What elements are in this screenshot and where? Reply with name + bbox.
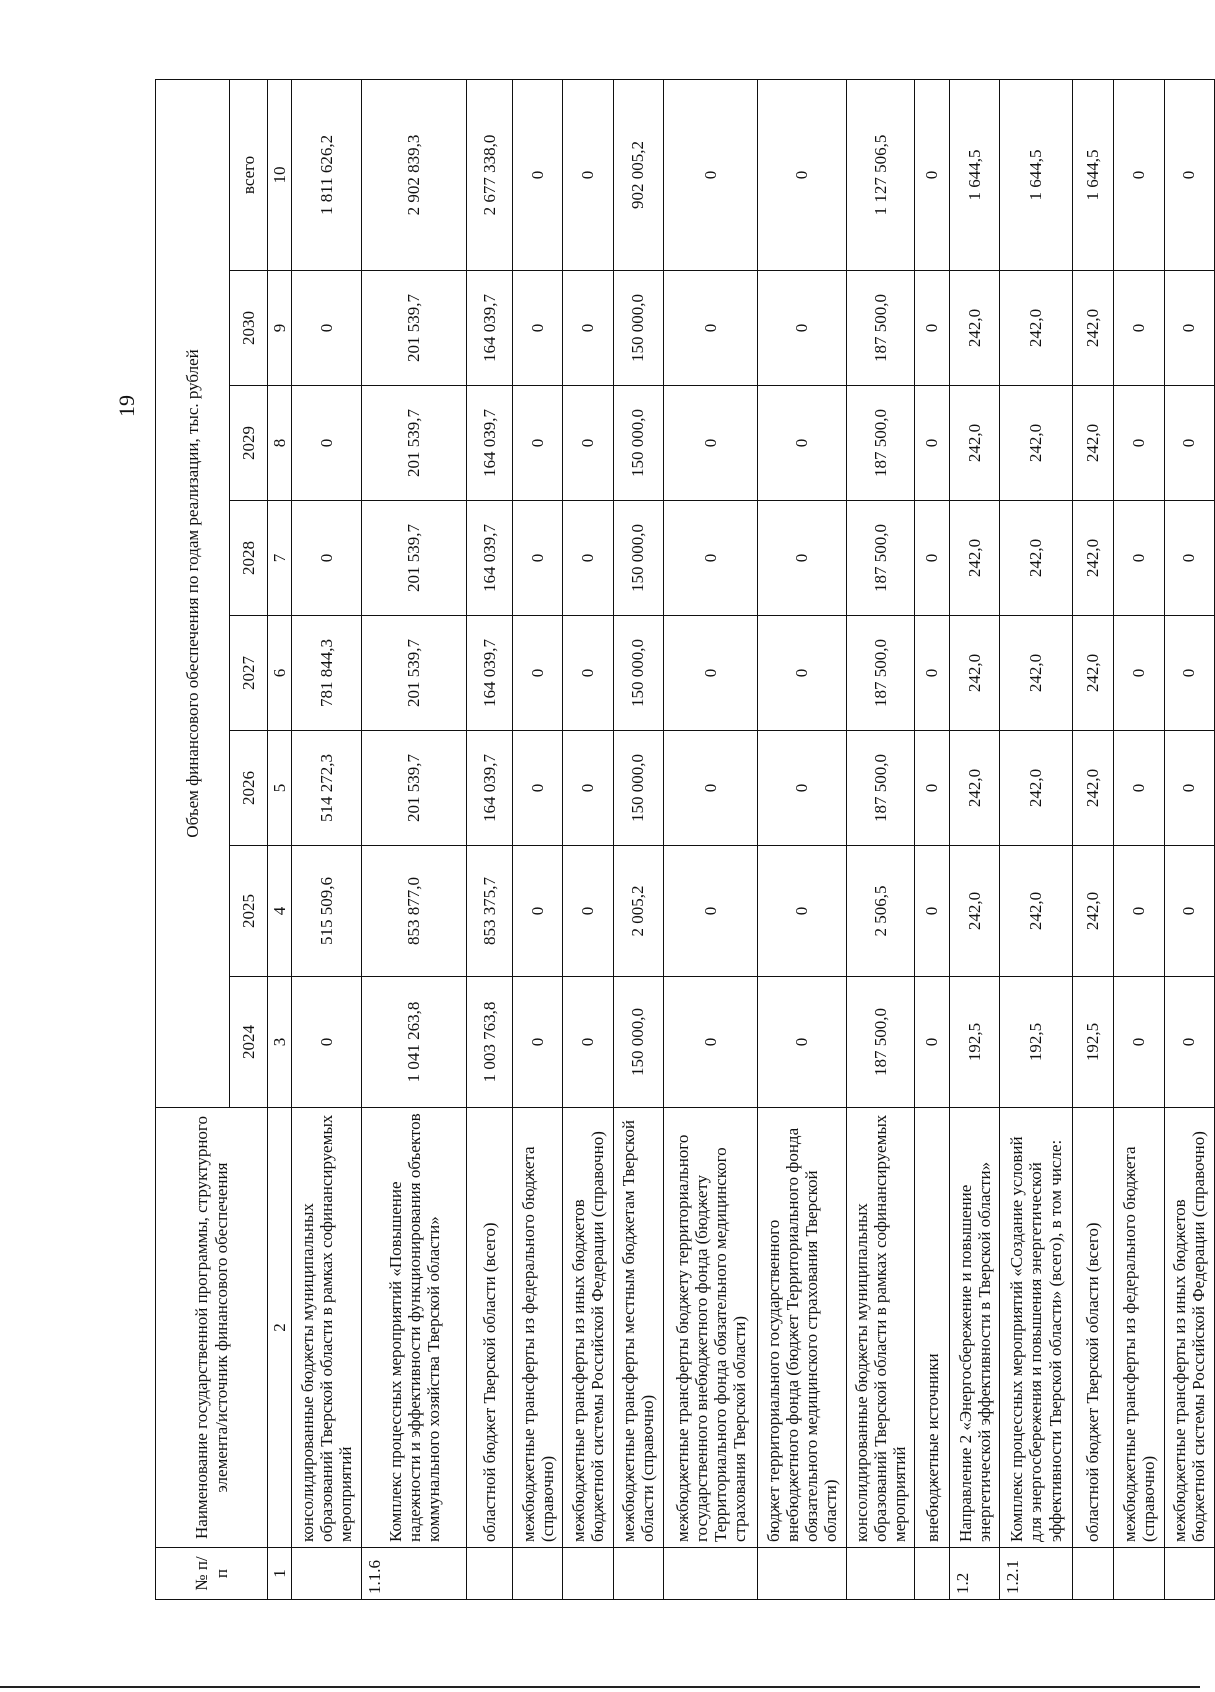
row-value: 0: [758, 977, 847, 1108]
row-name: областной бюджет Тверской области (всего): [467, 1108, 513, 1548]
row-value: 515 509,6: [292, 846, 362, 977]
table-row: [292, 79, 362, 1599]
row-number: [915, 1548, 950, 1600]
row-value: 164 039,7: [467, 271, 513, 386]
row-name: Направление 2 «Энергосбережение и повышение энергетической эффективности в Тверской области»: [950, 1108, 1000, 1548]
column-index: 8: [268, 386, 292, 501]
row-value: 0: [1164, 386, 1214, 501]
header-year: 2028: [230, 501, 268, 616]
header-num: № п/п: [156, 1548, 268, 1600]
row-value: 0: [292, 501, 362, 616]
row-value: 0: [1164, 616, 1214, 731]
row-value: 0: [1114, 271, 1164, 386]
row-value: 1 003 763,8: [467, 977, 513, 1108]
column-index: 2: [268, 1108, 292, 1548]
row-value: 0: [758, 386, 847, 501]
column-index: 5: [268, 731, 292, 846]
row-value: 0: [758, 846, 847, 977]
header-year: 2030: [230, 271, 268, 386]
row-value: 0: [758, 501, 847, 616]
row-value: 0: [664, 386, 758, 501]
column-index: 3: [268, 977, 292, 1108]
row-value: 0: [1164, 977, 1214, 1108]
row-value: 242,0: [1072, 271, 1114, 386]
table-row: [758, 79, 847, 1599]
header-name: Наименование государственной программы, структурного элемента/источник финансового обеспечения: [156, 1108, 268, 1548]
row-value: 0: [1164, 731, 1214, 846]
row-value: 0: [915, 616, 950, 731]
row-number: 1.1.6: [362, 1548, 467, 1600]
row-value: 0: [563, 731, 613, 846]
funding-table: [155, 79, 1215, 1600]
table-row: [1000, 79, 1072, 1599]
row-value: 0: [1114, 616, 1164, 731]
row-total: 2 902 839,3: [362, 79, 467, 270]
row-value: 242,0: [1000, 731, 1072, 846]
row-value: 2 506,5: [847, 846, 915, 977]
row-number: [563, 1548, 613, 1600]
row-value: 150 000,0: [613, 977, 663, 1108]
table-row: [847, 79, 915, 1599]
row-total: 1 811 626,2: [292, 79, 362, 270]
row-number: [847, 1548, 915, 1600]
row-name: Комплекс процессных мероприятий «Создание условий для энергосбережения и повышения энергетической эффективности Тверской области» (всего), в том числе:: [1000, 1108, 1072, 1548]
row-number: [1072, 1548, 1114, 1600]
row-total: 1 127 506,5: [847, 79, 915, 270]
row-value: 242,0: [950, 271, 1000, 386]
row-value: 192,5: [1000, 977, 1072, 1108]
row-value: 242,0: [950, 616, 1000, 731]
row-value: 150 000,0: [613, 501, 663, 616]
row-value: 187 500,0: [847, 271, 915, 386]
row-value: 0: [758, 616, 847, 731]
row-value: 0: [758, 731, 847, 846]
row-value: 1 041 263,8: [362, 977, 467, 1108]
row-value: 164 039,7: [467, 501, 513, 616]
table-row: [362, 79, 467, 1599]
table-row: [664, 79, 758, 1599]
row-value: 0: [513, 731, 563, 846]
row-value: 242,0: [1000, 616, 1072, 731]
row-number: 1.2.1: [1000, 1548, 1072, 1600]
table-row: [563, 79, 613, 1599]
row-name: областной бюджет Тверской области (всего): [1072, 1108, 1114, 1548]
row-value: 187 500,0: [847, 386, 915, 501]
row-value: 242,0: [1072, 731, 1114, 846]
row-value: 192,5: [950, 977, 1000, 1108]
row-value: 514 272,3: [292, 731, 362, 846]
row-number: [513, 1548, 563, 1600]
row-total: 0: [664, 79, 758, 270]
table-row: [613, 79, 663, 1599]
row-value: 0: [664, 271, 758, 386]
column-index-row: [268, 79, 292, 1599]
row-value: 150 000,0: [613, 271, 663, 386]
row-value: 201 539,7: [362, 731, 467, 846]
row-value: 0: [563, 846, 613, 977]
row-total: 1 644,5: [950, 79, 1000, 270]
row-total: 0: [1164, 79, 1214, 270]
header-funding-group: Объем финансового обеспечения по годам реализации, тыс. рублей: [156, 79, 230, 1107]
row-number: [1114, 1548, 1164, 1600]
table-row: [950, 79, 1000, 1599]
row-name: консолидированные бюджеты муниципальных образований Тверской области в рамках софинансируемых мероприятий: [292, 1108, 362, 1548]
row-value: 242,0: [1000, 501, 1072, 616]
row-name: консолидированные бюджеты муниципальных образований Тверской области в рамках софинансируемых мероприятий: [847, 1108, 915, 1548]
row-value: 201 539,7: [362, 501, 467, 616]
row-name: Комплекс процессных мероприятий «Повышение надежности и эффективности функционирования объектов коммунального хозяйства Тверской области»: [362, 1108, 467, 1548]
row-value: 0: [1114, 501, 1164, 616]
row-name: межбюджетные трансферты бюджету территориального государственного внебюджетного фонда (бюджету Территориального фонда обязательного медицинского страхования Тверской области): [664, 1108, 758, 1548]
row-value: 0: [563, 616, 613, 731]
header-year: 2024: [230, 977, 268, 1108]
rotated-table-container: [155, 80, 1215, 1600]
row-value: 0: [1114, 977, 1164, 1108]
column-index: 1: [268, 1548, 292, 1600]
row-value: 192,5: [1072, 977, 1114, 1108]
row-total: 0: [1114, 79, 1164, 270]
row-value: 164 039,7: [467, 616, 513, 731]
row-total: 0: [513, 79, 563, 270]
row-name: внебюджетные источники: [915, 1108, 950, 1548]
row-value: 201 539,7: [362, 386, 467, 501]
row-number: [613, 1548, 663, 1600]
row-value: 0: [915, 977, 950, 1108]
row-name: межбюджетные трансферты из иных бюджетов бюджетной системы Российской Федерации (справочно): [563, 1108, 613, 1548]
row-value: 0: [563, 271, 613, 386]
row-value: 0: [664, 977, 758, 1108]
row-value: 242,0: [1072, 616, 1114, 731]
row-value: 0: [915, 271, 950, 386]
row-value: 0: [1164, 846, 1214, 977]
row-value: 0: [292, 386, 362, 501]
column-index: 9: [268, 271, 292, 386]
row-number: [1164, 1548, 1214, 1600]
row-value: 0: [513, 616, 563, 731]
row-value: 0: [513, 977, 563, 1108]
table-row: [467, 79, 513, 1599]
row-value: 0: [664, 846, 758, 977]
row-value: 0: [1114, 846, 1164, 977]
row-value: 0: [915, 731, 950, 846]
column-index: 6: [268, 616, 292, 731]
row-value: 0: [292, 977, 362, 1108]
row-number: [292, 1548, 362, 1600]
row-value: 781 844,3: [292, 616, 362, 731]
row-value: 164 039,7: [467, 386, 513, 501]
header-total: всего: [230, 79, 268, 270]
header-year: 2025: [230, 846, 268, 977]
row-total: 0: [758, 79, 847, 270]
table-row: [1114, 79, 1164, 1599]
row-value: 187 500,0: [847, 731, 915, 846]
row-number: [664, 1548, 758, 1600]
row-value: 0: [1164, 271, 1214, 386]
row-name: бюджет территориального государственного внебюджетного фонда (бюджет Территориального фонда обязательного медицинского страхования Тверской области): [758, 1108, 847, 1548]
row-number: [467, 1548, 513, 1600]
header-year: 2029: [230, 386, 268, 501]
row-value: 0: [915, 386, 950, 501]
row-value: 0: [1114, 386, 1164, 501]
row-value: 0: [292, 271, 362, 386]
row-value: 242,0: [1000, 846, 1072, 977]
row-value: 242,0: [1000, 271, 1072, 386]
column-index: 7: [268, 501, 292, 616]
row-value: 164 039,7: [467, 731, 513, 846]
row-name: межбюджетные трансферты местным бюджетам Тверской области (справочно): [613, 1108, 663, 1548]
row-value: 0: [1164, 501, 1214, 616]
row-value: 242,0: [1000, 386, 1072, 501]
row-value: 0: [915, 501, 950, 616]
row-total: 1 644,5: [1072, 79, 1114, 270]
table-row: [915, 79, 950, 1599]
row-total: 2 677 338,0: [467, 79, 513, 270]
table-body: [292, 79, 1215, 1599]
table-row: [1072, 79, 1114, 1599]
row-value: 150 000,0: [613, 616, 663, 731]
page-number: 19: [114, 395, 139, 417]
column-index: 10: [268, 79, 292, 270]
row-value: 0: [563, 977, 613, 1108]
row-name: межбюджетные трансферты из иных бюджетов бюджетной системы Российской Федерации (справочно): [1164, 1108, 1214, 1548]
row-value: 853 877,0: [362, 846, 467, 977]
row-value: 0: [664, 501, 758, 616]
row-number: 1.2: [950, 1548, 1000, 1600]
row-value: 187 500,0: [847, 977, 915, 1108]
row-value: 201 539,7: [362, 616, 467, 731]
row-value: 0: [513, 271, 563, 386]
row-value: 242,0: [950, 846, 1000, 977]
row-value: 201 539,7: [362, 271, 467, 386]
scan-edge-line: [0, 1686, 1200, 1688]
header-year: 2026: [230, 731, 268, 846]
row-name: межбюджетные трансферты из федерального бюджета (справочно): [513, 1108, 563, 1548]
row-value: 2 005,2: [613, 846, 663, 977]
row-value: 0: [563, 501, 613, 616]
row-value: 0: [513, 846, 563, 977]
row-value: 242,0: [1072, 501, 1114, 616]
row-value: 0: [664, 616, 758, 731]
row-value: 0: [758, 271, 847, 386]
row-value: 242,0: [950, 386, 1000, 501]
row-total: 0: [563, 79, 613, 270]
row-value: 242,0: [950, 731, 1000, 846]
row-value: 187 500,0: [847, 501, 915, 616]
column-index: 4: [268, 846, 292, 977]
row-total: 902 005,2: [613, 79, 663, 270]
row-total: 0: [915, 79, 950, 270]
table-row: [513, 79, 563, 1599]
row-name: межбюджетные трансферты из федерального бюджета (справочно): [1114, 1108, 1164, 1548]
header-year: 2027: [230, 616, 268, 731]
row-number: [758, 1548, 847, 1600]
row-value: 0: [563, 386, 613, 501]
row-value: 0: [664, 731, 758, 846]
row-value: 0: [1114, 731, 1164, 846]
row-value: 853 375,7: [467, 846, 513, 977]
table-row: [1164, 79, 1214, 1599]
row-value: 242,0: [950, 501, 1000, 616]
row-value: 150 000,0: [613, 731, 663, 846]
row-total: 1 644,5: [1000, 79, 1072, 270]
row-value: 242,0: [1072, 846, 1114, 977]
row-value: 187 500,0: [847, 616, 915, 731]
row-value: 150 000,0: [613, 386, 663, 501]
row-value: 0: [513, 386, 563, 501]
row-value: 0: [513, 501, 563, 616]
row-value: 242,0: [1072, 386, 1114, 501]
row-value: 0: [915, 846, 950, 977]
